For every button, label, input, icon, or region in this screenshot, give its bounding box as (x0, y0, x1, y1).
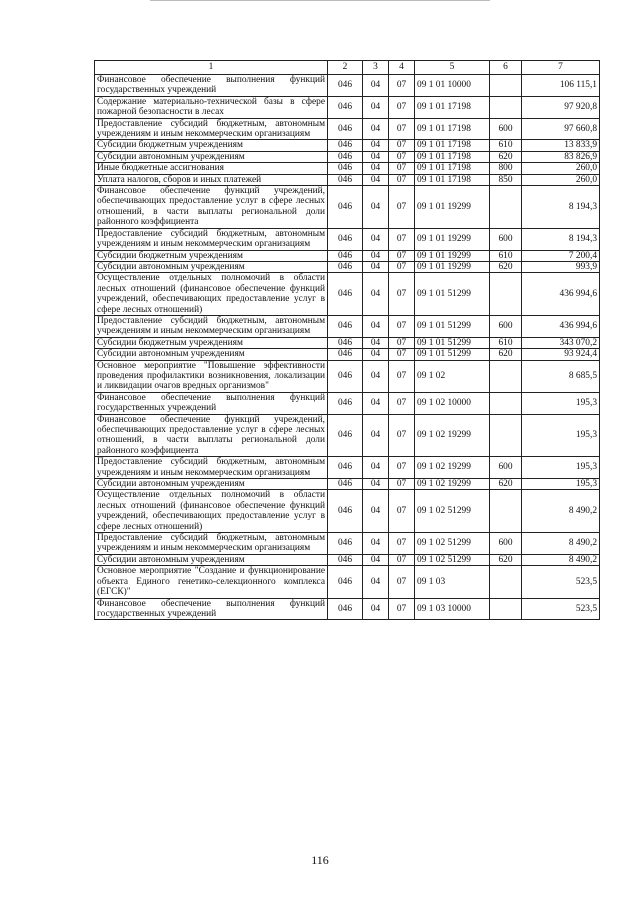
row-target-article: 09 1 02 51299 (415, 533, 490, 555)
table-row (95, 554, 600, 565)
row-target-article: 09 1 01 51299 (415, 315, 490, 337)
row-target-article: 09 1 01 17198 (415, 151, 490, 162)
table-row (95, 598, 600, 620)
row-amount: 436 994,6 (522, 315, 600, 337)
row-section: 04 (363, 392, 389, 414)
row-expense-type: 800 (490, 163, 522, 174)
row-subsection: 07 (389, 273, 415, 316)
row-section: 04 (363, 360, 389, 392)
row-target-article: 09 1 02 19299 (415, 414, 490, 457)
table-row (95, 349, 600, 360)
row-subsection: 07 (389, 140, 415, 151)
table-row (95, 337, 600, 348)
row-ministry-code: 046 (328, 186, 363, 229)
row-amount: 97 920,8 (522, 96, 600, 118)
row-target-article: 09 1 03 10000 (415, 598, 490, 620)
row-section: 04 (363, 490, 389, 533)
table-row (95, 414, 600, 457)
table-row (95, 360, 600, 392)
row-subsection: 07 (389, 392, 415, 414)
row-name: Субсидии автономным учреждениям (95, 151, 328, 162)
row-amount: 83 826,9 (522, 151, 600, 162)
row-subsection: 07 (389, 598, 415, 620)
header-col-3: 3 (363, 61, 389, 75)
row-section: 04 (363, 554, 389, 565)
row-ministry-code: 046 (328, 554, 363, 565)
table-body (95, 75, 600, 620)
row-name: Субсидии автономным учреждениям (95, 349, 328, 360)
row-subsection: 07 (389, 337, 415, 348)
row-amount: 106 115,1 (522, 75, 600, 97)
row-amount: 8 194,3 (522, 228, 600, 250)
row-subsection: 07 (389, 533, 415, 555)
row-name: Основное мероприятие "Создание и функционирование объекта Единого генетико-селекционного комплекса (ЕГСК)" (95, 566, 328, 598)
table-row (95, 163, 600, 174)
row-ministry-code: 046 (328, 598, 363, 620)
header-col-4: 4 (389, 61, 415, 75)
row-target-article: 09 1 01 19299 (415, 261, 490, 272)
row-name: Осуществление отдельных полномочий в области лесных отношений (финансовое обеспечение функций учреждений, обеспечивающих предоставление услуг в сфере лесных отношений) (95, 273, 328, 316)
row-expense-type (490, 75, 522, 97)
row-amount: 8 490,2 (522, 554, 600, 565)
row-expense-type: 600 (490, 228, 522, 250)
row-name: Предоставление субсидий бюджетным, автономным учреждениям и иным некоммерческим организациям (95, 315, 328, 337)
table-row (95, 174, 600, 185)
row-amount: 8 490,2 (522, 490, 600, 533)
row-amount: 993,9 (522, 261, 600, 272)
row-name: Субсидии бюджетным учреждениям (95, 250, 328, 261)
row-subsection: 07 (389, 414, 415, 457)
header-col-5: 5 (415, 61, 490, 75)
table-row (95, 118, 600, 140)
scan-artifact-line (150, 0, 490, 1)
row-name: Субсидии автономным учреждениям (95, 554, 328, 565)
row-ministry-code: 046 (328, 479, 363, 490)
row-ministry-code: 046 (328, 75, 363, 97)
table-row (95, 228, 600, 250)
row-ministry-code: 046 (328, 96, 363, 118)
row-ministry-code: 046 (328, 533, 363, 555)
table-row (95, 315, 600, 337)
row-amount: 523,5 (522, 598, 600, 620)
row-expense-type: 600 (490, 457, 522, 479)
row-name: Субсидии автономным учреждениям (95, 261, 328, 272)
row-expense-type: 600 (490, 315, 522, 337)
row-name: Предоставление субсидий бюджетным, автономным учреждениям и иным некоммерческим организациям (95, 228, 328, 250)
row-amount: 260,0 (522, 163, 600, 174)
row-subsection: 07 (389, 360, 415, 392)
row-target-article: 09 1 01 19299 (415, 228, 490, 250)
row-target-article: 09 1 02 19299 (415, 479, 490, 490)
row-expense-type (490, 490, 522, 533)
row-subsection: 07 (389, 75, 415, 97)
row-amount: 8 490,2 (522, 533, 600, 555)
row-ministry-code: 046 (328, 250, 363, 261)
row-name: Финансовое обеспечение функций учреждений, обеспечивающих предоставление услуг в сфере лесных отношений, в части выплаты региональной доли районного коэффициента (95, 186, 328, 229)
row-target-article: 09 1 01 10000 (415, 75, 490, 97)
row-amount: 7 200,4 (522, 250, 600, 261)
row-section: 04 (363, 315, 389, 337)
row-subsection: 07 (389, 315, 415, 337)
row-name: Осуществление отдельных полномочий в области лесных отношений (финансовое обеспечение функций учреждений, обеспечивающих предоставление услуг в сфере лесных отношений) (95, 490, 328, 533)
row-expense-type: 620 (490, 261, 522, 272)
row-section: 04 (363, 337, 389, 348)
row-section: 04 (363, 228, 389, 250)
header-col-7: 7 (522, 61, 600, 75)
row-section: 04 (363, 457, 389, 479)
row-amount: 8 194,3 (522, 186, 600, 229)
row-name: Иные бюджетные ассигнования (95, 163, 328, 174)
row-expense-type (490, 96, 522, 118)
table-row (95, 140, 600, 151)
row-ministry-code: 046 (328, 261, 363, 272)
row-ministry-code: 046 (328, 360, 363, 392)
row-section: 04 (363, 250, 389, 261)
row-section: 04 (363, 174, 389, 185)
header-col-2: 2 (328, 61, 363, 75)
row-amount: 436 994,6 (522, 273, 600, 316)
table-row (95, 96, 600, 118)
row-amount: 13 833,9 (522, 140, 600, 151)
row-amount: 195,3 (522, 457, 600, 479)
row-target-article: 09 1 03 (415, 566, 490, 598)
row-amount: 523,5 (522, 566, 600, 598)
row-name: Предоставление субсидий бюджетным, автономным учреждениям и иным некоммерческим организациям (95, 533, 328, 555)
row-subsection: 07 (389, 490, 415, 533)
row-target-article: 09 1 01 17198 (415, 140, 490, 151)
row-target-article: 09 1 01 51299 (415, 337, 490, 348)
row-section: 04 (363, 140, 389, 151)
row-expense-type: 610 (490, 140, 522, 151)
row-expense-type: 610 (490, 250, 522, 261)
row-expense-type: 620 (490, 151, 522, 162)
row-subsection: 07 (389, 228, 415, 250)
row-target-article: 09 1 01 51299 (415, 349, 490, 360)
row-ministry-code: 046 (328, 163, 363, 174)
row-target-article: 09 1 01 19299 (415, 250, 490, 261)
row-target-article: 09 1 01 17198 (415, 118, 490, 140)
row-ministry-code: 046 (328, 273, 363, 316)
row-amount: 260,0 (522, 174, 600, 185)
row-name: Субсидии бюджетным учреждениям (95, 337, 328, 348)
row-section: 04 (363, 533, 389, 555)
row-name: Основное мероприятие "Повышение эффективности проведения профилактики возникновения, локализации и ликвидации очагов вредных организмов" (95, 360, 328, 392)
row-target-article: 09 1 02 51299 (415, 554, 490, 565)
row-target-article: 09 1 01 17198 (415, 163, 490, 174)
table-row (95, 490, 600, 533)
row-expense-type: 850 (490, 174, 522, 185)
table-row (95, 75, 600, 97)
table-row (95, 151, 600, 162)
row-section: 04 (363, 414, 389, 457)
row-name: Уплата налогов, сборов и иных платежей (95, 174, 328, 185)
row-section: 04 (363, 479, 389, 490)
row-target-article: 09 1 02 19299 (415, 457, 490, 479)
row-subsection: 07 (389, 261, 415, 272)
row-subsection: 07 (389, 118, 415, 140)
row-target-article: 09 1 01 17198 (415, 174, 490, 185)
row-subsection: 07 (389, 457, 415, 479)
row-section: 04 (363, 96, 389, 118)
row-target-article: 09 1 01 51299 (415, 273, 490, 316)
table-row (95, 533, 600, 555)
page-number: 116 (311, 853, 329, 867)
row-expense-type (490, 186, 522, 229)
row-target-article: 09 1 02 51299 (415, 490, 490, 533)
row-subsection: 07 (389, 479, 415, 490)
table-row (95, 250, 600, 261)
row-section: 04 (363, 118, 389, 140)
row-section: 04 (363, 273, 389, 316)
row-subsection: 07 (389, 566, 415, 598)
row-name: Предоставление субсидий бюджетным, автономным учреждениям и иным некоммерческим организациям (95, 118, 328, 140)
row-expense-type: 620 (490, 349, 522, 360)
table-row (95, 566, 600, 598)
row-expense-type (490, 273, 522, 316)
row-target-article: 09 1 01 17198 (415, 96, 490, 118)
row-amount: 97 660,8 (522, 118, 600, 140)
table-header-row (95, 61, 600, 75)
row-subsection: 07 (389, 151, 415, 162)
row-name: Субсидии бюджетным учреждениям (95, 140, 328, 151)
row-name: Предоставление субсидий бюджетным, автономным учреждениям и иным некоммерческим организациям (95, 457, 328, 479)
row-section: 04 (363, 349, 389, 360)
row-subsection: 07 (389, 349, 415, 360)
row-amount: 195,3 (522, 392, 600, 414)
table-row (95, 457, 600, 479)
row-amount: 195,3 (522, 479, 600, 490)
row-ministry-code: 046 (328, 392, 363, 414)
row-expense-type: 600 (490, 533, 522, 555)
row-subsection: 07 (389, 250, 415, 261)
row-ministry-code: 046 (328, 228, 363, 250)
row-ministry-code: 046 (328, 457, 363, 479)
row-section: 04 (363, 598, 389, 620)
table-row (95, 186, 600, 229)
row-ministry-code: 046 (328, 315, 363, 337)
row-expense-type (490, 566, 522, 598)
row-ministry-code: 046 (328, 337, 363, 348)
table-row (95, 479, 600, 490)
row-expense-type (490, 360, 522, 392)
row-ministry-code: 046 (328, 174, 363, 185)
row-ministry-code: 046 (328, 490, 363, 533)
row-section: 04 (363, 566, 389, 598)
row-expense-type (490, 414, 522, 457)
row-expense-type: 600 (490, 118, 522, 140)
table-row (95, 273, 600, 316)
row-target-article: 09 1 02 (415, 360, 490, 392)
row-subsection: 07 (389, 174, 415, 185)
row-amount: 8 685,5 (522, 360, 600, 392)
row-section: 04 (363, 151, 389, 162)
budget-table (94, 60, 600, 620)
row-section: 04 (363, 163, 389, 174)
row-ministry-code: 046 (328, 118, 363, 140)
table-row (95, 261, 600, 272)
row-name: Финансовое обеспечение функций учреждений, обеспечивающих предоставление услуг в сфере лесных отношений, в части выплаты региональной доли районного коэффициента (95, 414, 328, 457)
header-col-6: 6 (490, 61, 522, 75)
row-section: 04 (363, 75, 389, 97)
row-expense-type (490, 598, 522, 620)
row-amount: 343 070,2 (522, 337, 600, 348)
row-section: 04 (363, 261, 389, 272)
row-name: Финансовое обеспечение выполнения функций государственных учреждений (95, 75, 328, 97)
row-name: Финансовое обеспечение выполнения функций государственных учреждений (95, 392, 328, 414)
row-expense-type: 620 (490, 554, 522, 565)
row-name: Содержание материально-технической базы в сфере пожарной безопасности в лесах (95, 96, 328, 118)
row-target-article: 09 1 01 19299 (415, 186, 490, 229)
row-ministry-code: 046 (328, 140, 363, 151)
row-subsection: 07 (389, 554, 415, 565)
row-section: 04 (363, 186, 389, 229)
row-ministry-code: 046 (328, 566, 363, 598)
row-amount: 195,3 (522, 414, 600, 457)
row-expense-type: 610 (490, 337, 522, 348)
row-subsection: 07 (389, 186, 415, 229)
row-expense-type (490, 392, 522, 414)
row-subsection: 07 (389, 163, 415, 174)
row-amount: 93 924,4 (522, 349, 600, 360)
row-ministry-code: 046 (328, 414, 363, 457)
row-ministry-code: 046 (328, 151, 363, 162)
header-col-1: 1 (95, 61, 328, 75)
row-name: Субсидии автономным учреждениям (95, 479, 328, 490)
row-name: Финансовое обеспечение выполнения функций государственных учреждений (95, 598, 328, 620)
row-subsection: 07 (389, 96, 415, 118)
table-row (95, 392, 600, 414)
row-expense-type: 620 (490, 479, 522, 490)
row-ministry-code: 046 (328, 349, 363, 360)
row-target-article: 09 1 02 10000 (415, 392, 490, 414)
